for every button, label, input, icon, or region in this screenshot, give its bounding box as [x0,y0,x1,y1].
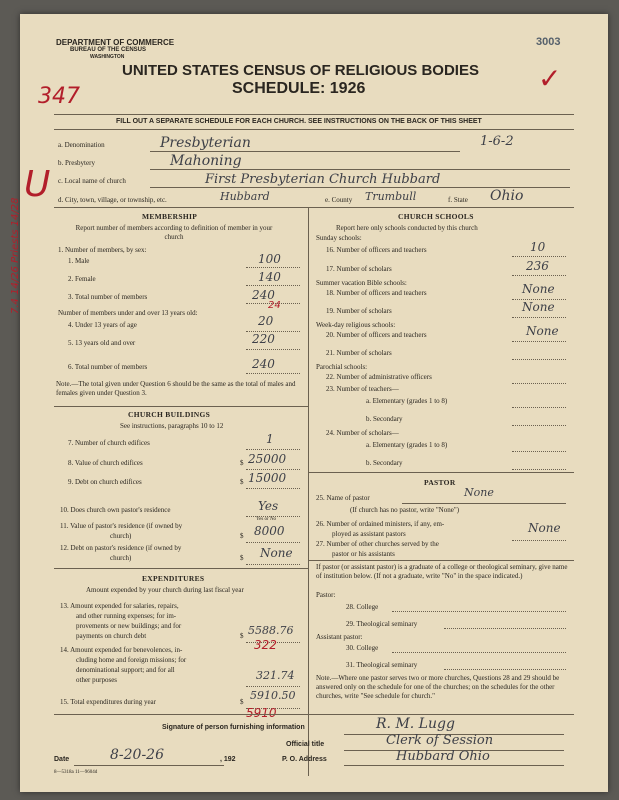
date-value: 8-20-26 [110,747,164,763]
q26-label-2: ployed as assistant pastors [332,530,406,538]
q5-label: 5. 13 years old and over [68,339,136,347]
stamp-number: 3003 [536,36,561,48]
department-label: DEPARTMENT OF COMMERCE [56,38,175,47]
q18-label: 18. Number of officers and teachers [326,289,427,297]
presbytery-label: b. Presbytery [58,159,95,167]
q18-value: None [522,282,555,296]
form-schedule: SCHEDULE: 1926 [232,80,366,97]
q10-label: 10. Does church own pastor's residence [60,506,171,514]
red-checkmark: ✓ [538,62,562,95]
summer-label: Summer vacation Bible schools: [316,279,407,287]
q6-value: 240 [252,357,275,371]
q9-dollar: $ [240,478,244,486]
q16-label: 16. Number of officers and teachers [326,246,427,254]
q7-label: 7. Number of church edifices [68,439,150,447]
q3-value: 240 [252,288,275,302]
q21-label: 21. Number of scholars [326,349,392,357]
q15-label: 15. Total expenditures during year [60,698,156,706]
q3-label: 3. Total number of members [68,293,148,301]
red-side-note: 7.4 14/26 Priests 14/28 [10,197,21,314]
signature-label: Signature of person furnishing information [162,724,305,731]
q13-label-4: payments on church debt [76,632,147,640]
q7-value: 1 [266,432,274,446]
q24-label: 24. Number of scholars— [326,429,399,437]
q8-dollar: $ [240,459,244,467]
q12-value: None [260,546,293,560]
q10-hint: Yes or No [256,517,277,522]
q11-label-cont: church) [110,532,132,540]
q11-label: 11. Value of pastor's residence (if owned by [60,522,183,530]
q27-label-2: pastor or his assistants [332,550,395,558]
q12-label: 12. Debt on pastor's residence (if owned by [60,544,182,552]
q2-label: 2. Female [68,275,96,283]
q17-label: 17. Number of scholars [326,265,392,273]
q12-dollar: $ [240,554,244,562]
official-title-label: Official title [286,741,325,748]
q11-dollar: $ [240,532,244,540]
q13-dollar: $ [240,632,244,640]
expenditures-heading: EXPENDITURES [142,574,205,583]
q12-label-cont: church) [110,554,132,562]
date-year: , 192 [220,756,236,763]
local-name-value: First Presbyterian Church Hubbard [205,172,441,187]
q31-label: 31. Theological seminary [346,661,418,669]
q30-label: 30. College [346,644,379,652]
date-label: Date [54,756,70,763]
membership-intro: Report number of members according to definition of member in your church [75,224,273,241]
q26-label: 26. Number of ordained ministers, if any, em- [316,520,445,528]
q1-male-label: 1. Male [68,257,90,265]
city-value: Hubbard [220,190,270,203]
red-file-number: 347 [38,84,80,109]
q27-label: 27. Number of other churches served by the [316,540,439,548]
q26-value: None [528,521,561,535]
q8-value: 25000 [248,452,287,466]
weekday-label: Week-day religious schools: [316,321,396,329]
local-name-label: c. Local name of church [58,177,126,185]
q15-dollar: $ [240,698,244,706]
q19-label: 19. Number of scholars [326,307,392,315]
membership-note: Note.—The total given under Question 6 should be the same as the total of males and females given under Question 3. [56,380,296,397]
q13-label-2: and other running expenses; for im- [76,612,177,620]
signature-value: R. M. Lugg [376,716,455,732]
address-label: P. O. Address [282,756,327,763]
age-question-label: Number of members under and over 13 years old: [58,309,198,317]
q13-label-3: provements or new buildings; and for [76,622,182,630]
graduate-note: If pastor (or assistant pastor) is a graduate of a college or theological seminary, give name of institution below. (If not a graduate, write "No" in the space indicated.) [316,563,568,580]
bureau-label: BUREAU OF THE CENSUS [70,47,147,53]
q28-label: 28. College [346,603,379,611]
q8-label: 8. Value of church edifices [68,459,143,467]
q14-label-4: other purposes [76,676,118,684]
q5-value: 220 [252,332,275,346]
form-title: UNITED STATES CENSUS OF RELIGIOUS BODIES [122,62,479,79]
q23a-label: a. Elementary (grades 1 to 8) [366,397,448,405]
official-title-value: Clerk of Session [386,733,494,748]
city-label-field: d. City, town, village, or township, etc. [58,196,167,204]
buildings-sub: See instructions, paragraphs 10 to 12 [120,422,224,430]
q13-label: 13. Amount expended for salaries, repairs, [60,602,179,610]
q23b-label: b. Secondary [366,415,403,423]
pastor-note: Note.—Where one pastor serves two or more churches, Questions 28 and 29 should be answered only on the schedule for one of the churches; on the schedules for the other churches, write "See schedule for church." [316,674,560,700]
state-value: Ohio [490,188,524,204]
pastor-heading: PASTOR [424,478,456,487]
address-value: Hubbard Ohio [396,749,490,764]
q11-value: 8000 [254,524,285,538]
q25-value: None [464,486,494,499]
pastor-sub-label: Pastor: [316,591,336,599]
q14-label: 14. Amount expended for benevolences, in- [60,646,183,654]
q20-label: 20. Number of officers and teachers [326,331,427,339]
schools-intro: Report here only schools conducted by this church [336,224,478,232]
q14-value: 321.74 [256,669,295,682]
assistant-sub-label: Assistant pastor: [316,633,363,641]
q25-label: 25. Name of pastor [316,494,370,502]
q24a-label: a. Elementary (grades 1 to 8) [366,441,448,449]
membership-heading: MEMBERSHIP [142,212,198,221]
red-margin-u: U [24,164,51,205]
state-label: f. State [448,196,468,204]
expenditures-sub: Amount expended by your church during last fiscal year [86,586,244,594]
buildings-heading: CHURCH BUILDINGS [128,410,211,419]
q14-label-3: denominational support; and for all [76,666,175,674]
form-number: 8—5318a 11—9604d [54,770,98,775]
county-label: e. County [325,196,353,204]
q13-value: 5588.76 [248,624,294,637]
q4-label: 4. Under 13 years of age [68,321,137,329]
sunday-label: Sunday schools: [316,234,362,242]
q9-label: 9. Debt on church edifices [68,478,142,486]
q29-label: 29. Theological seminary [346,620,418,628]
form-instruction: FILL OUT A SEPARATE SCHEDULE FOR EACH CHURCH. SEE INSTRUCTIONS ON THE BACK OF THIS SHEET [116,118,482,125]
q19-value: None [522,300,555,314]
q10-value: Yes [258,499,279,513]
q24b-label: b. Secondary [366,459,403,467]
q9-value: 15000 [248,471,287,485]
schools-heading: CHURCH SCHOOLS [398,212,474,221]
q16-value: 10 [530,240,546,254]
q14-label-2: cluding home and foreign missions; for [76,656,187,664]
q4-value: 20 [258,314,274,328]
denomination-label: a. Denomination [58,141,105,149]
city-label: WASHINGTON [90,54,125,60]
q2-value: 140 [258,270,281,284]
q25-hint: (If church has no pastor, write "None") [350,506,460,514]
q22-label: 22. Number of administrative officers [326,373,432,381]
county-value: Trumbull [365,190,417,203]
presbytery-value: Mahoning [170,153,242,169]
q1-male-value: 100 [258,252,281,266]
q23-label: 23. Number of teachers— [326,385,399,393]
q14-red-value: 322 [254,638,277,652]
denomination-code: 1-6-2 [480,134,514,149]
denomination-value: Presbyterian [160,135,251,151]
q15-red-value: 5910 [246,706,277,720]
q1-label: 1. Number of members, by sex: [58,246,147,254]
parochial-label: Parochial schools: [316,363,368,371]
q20-value: None [526,324,559,338]
q6-label: 6. Total number of members [68,363,148,371]
q15-value: 5910.50 [250,689,296,702]
q4-red-alt: 24 [268,300,281,311]
q17-value: 236 [526,259,549,273]
census-schedule-sheet [10,14,608,792]
